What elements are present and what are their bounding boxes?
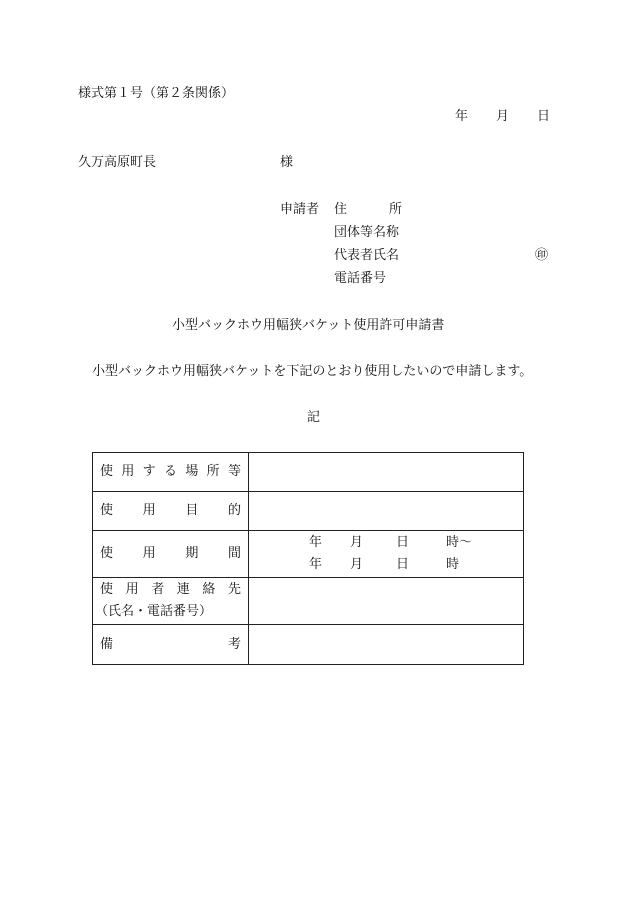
period-end-day: 日 (396, 557, 410, 572)
document-title: 小型バックホウ用幅狭バケット使用許可申請書 (172, 318, 445, 333)
seal-mark: ㊞ (535, 248, 549, 263)
ki-label: 記 (307, 410, 321, 425)
period-end-hour: 時 (446, 557, 460, 572)
table-row-period (93, 531, 524, 578)
contact-label (93, 578, 249, 625)
table-row-remarks (93, 625, 524, 665)
organization-label: 団体等名称 (334, 225, 400, 240)
contact-label-line1: 使 用 者 連 絡 先 (100, 582, 241, 597)
remarks-value-cell[interactable] (249, 625, 524, 665)
period-label (93, 531, 249, 578)
addressee-honorific: 様 (280, 155, 294, 170)
application-table (92, 452, 524, 665)
period-end-line (309, 557, 523, 573)
purpose-label (93, 492, 249, 531)
date-year: 年 (455, 109, 469, 124)
contact-value-cell[interactable] (249, 578, 524, 625)
period-label-text: 使 用 期 間 (100, 546, 241, 561)
location-value-cell[interactable] (249, 453, 524, 492)
applicant-label: 申請者 (280, 202, 320, 217)
addressee-name: 久万高原町長 (78, 155, 157, 170)
period-start-month: 月 (350, 535, 364, 550)
period-value (249, 535, 523, 573)
period-end-year: 年 (309, 557, 323, 572)
address-label: 住 所 (334, 202, 402, 217)
form-number: 様式第１号（第２条関係） (78, 86, 235, 101)
period-end-month: 月 (350, 557, 364, 572)
phone-label: 電話番号 (334, 271, 387, 286)
location-label-text: 使 用 す る 場 所 等 (100, 464, 241, 479)
table-row-purpose (93, 492, 524, 531)
table-row-contact (93, 578, 524, 625)
remarks-label (93, 625, 249, 665)
period-start-day: 日 (396, 535, 410, 550)
date-day: 日 (536, 109, 550, 124)
location-label (93, 453, 249, 492)
table-row-location (93, 453, 524, 492)
period-start-line (309, 535, 523, 551)
date-line (455, 109, 550, 125)
date-month: 月 (495, 109, 509, 124)
representative-label: 代表者氏名 (334, 248, 400, 263)
period-start-hour: 時～ (446, 535, 473, 550)
contact-label-line2: （氏名・電話番号） (95, 604, 213, 619)
remarks-label-text: 備 考 (100, 636, 241, 652)
purpose-label-text: 使 用 目 的 (100, 503, 241, 518)
statement: 小型バックホウ用幅狭バケットを下記のとおり使用したいので申請します。 (92, 364, 533, 379)
period-value-cell[interactable] (249, 531, 524, 578)
period-start-year: 年 (309, 535, 323, 550)
purpose-value-cell[interactable] (249, 492, 524, 531)
